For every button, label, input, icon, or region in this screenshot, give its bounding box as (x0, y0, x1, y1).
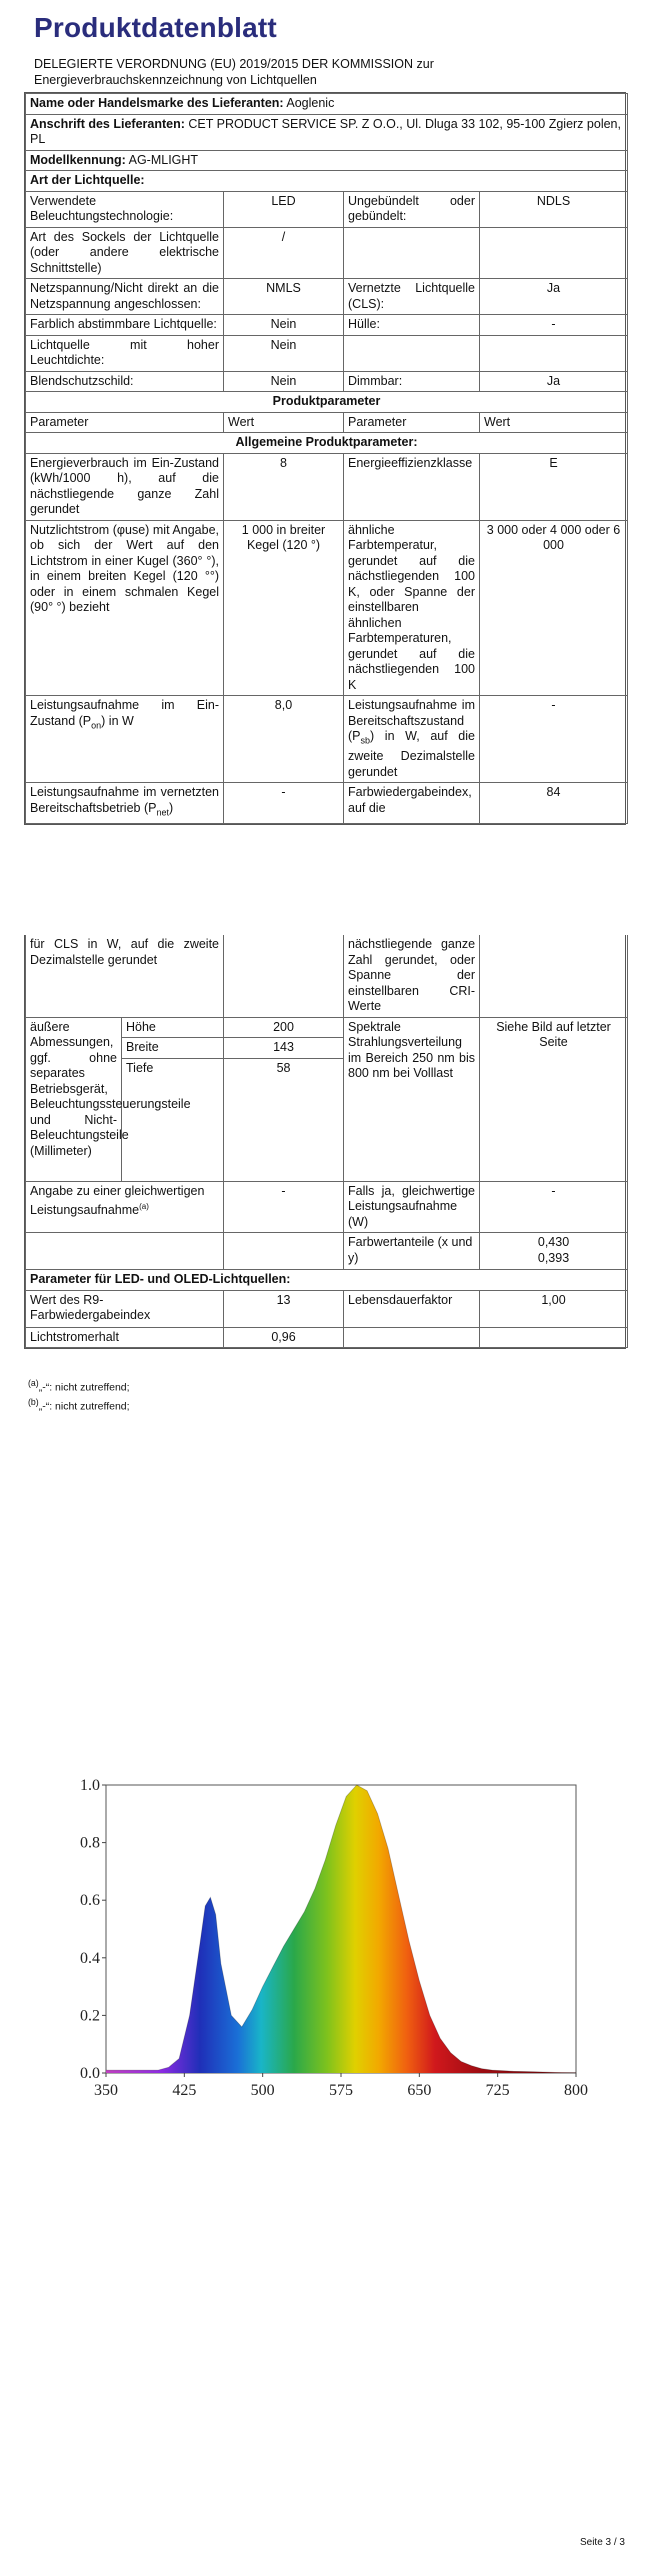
y-tick-label: 0.8 (80, 1834, 100, 1852)
supplier-address-row (26, 114, 628, 150)
table-cell: - (224, 783, 344, 824)
cell-text: ) (168, 800, 174, 815)
general-params-title: Allgemeine Produktparameter: (26, 433, 628, 454)
table-cell (480, 335, 628, 371)
supplier-address-value: CET PRODUCT SERVICE SP. Z O.O., Ul. Dluga 33 102, 95-100 Zgierz polen, PL (30, 116, 621, 146)
depth-value: 58 (224, 1058, 344, 1181)
table-cell: Ungebündelt oder gebündelt: (344, 191, 480, 227)
table-row (26, 1327, 628, 1348)
table-cell: Hülle: (344, 315, 480, 336)
table-cell: Ja (480, 371, 628, 392)
column-header: Wert (224, 412, 344, 433)
cell-text: Angabe zu einer gleichwertigen Leistungsaufnahme (30, 1183, 205, 1218)
cell-subscript: net (156, 807, 169, 817)
spectrum-value: Siehe Bild auf letzter Seite (480, 1017, 628, 1181)
table-cell: LED (224, 191, 344, 227)
cell-subscript: sb (360, 735, 371, 746)
table-cell (26, 1233, 224, 1270)
led-params-title: Parameter für LED- und OLED-Lichtquellen: (26, 1270, 628, 1291)
y-tick-label: 0.2 (80, 2007, 100, 2025)
cell-text: Leistungsaufnahme im Ein-Zustand (P (30, 698, 219, 728)
y-tick-label: 1.0 (80, 1777, 100, 1794)
table-cell (26, 696, 224, 783)
dimensions-label: äußere Abmessungen, ggf. ohne separates Betriebsgerät, Beleuchtungssteuerungsteile und Nicht-Beleuchtungsteile (Millimeter) (26, 1017, 122, 1181)
y-tick-label: 0.0 (80, 2065, 100, 2082)
x-tick-label: 800 (564, 2082, 588, 2099)
model-value: AG-MLIGHT (128, 152, 199, 167)
chroma-values (480, 1233, 628, 1270)
width-label: Breite (122, 1038, 224, 1059)
cell-text: Leistungsaufnahme im Bereitschaftszustand (P (348, 698, 475, 743)
table-cell (480, 227, 628, 279)
table-cell: für CLS in W, auf die zweite Dezimalstelle gerundet (26, 935, 224, 1017)
maintenance-value: 0,96 (224, 1327, 344, 1348)
height-label: Höhe (122, 1017, 224, 1038)
lifetime-label: Lebensdauerfaktor (344, 1290, 480, 1327)
footnote-b (28, 1397, 130, 1413)
table-cell: Art des Sockels der Lichtquelle (oder andere elektrische Schnittstelle) (26, 227, 224, 279)
footnote-a (28, 1378, 130, 1394)
table-row (26, 1290, 628, 1327)
table-cell: Nutzlichtstrom (φuse) mit Angabe, ob sich der Wert auf den Lichtstrom in einer Kugel (360° °), in einem breiten Kegel (120 °°) oder in einem schmalen Kegel (90° °) bezieht (26, 520, 224, 696)
x-tick-label: 650 (407, 2082, 432, 2099)
table-cell: Farblich abstimmbare Lichtquelle: (26, 315, 224, 336)
footnote-text: „-“: nicht zutreffend; (38, 1381, 130, 1394)
column-header: Parameter (344, 412, 480, 433)
table-row (26, 371, 628, 392)
r9-value: 13 (224, 1290, 344, 1327)
table-cell: Energieverbrauch im Ein-Zustand (kWh/1000 h), auf die nächstliegende ganze Zahl gerundet (26, 453, 224, 520)
depth-label: Tiefe (122, 1058, 224, 1181)
spectrum-chart (62, 1775, 606, 2115)
supplier-name-value: Aoglenic (286, 96, 335, 110)
table-row (26, 696, 628, 783)
supplier-name-row (26, 94, 628, 115)
table-row (26, 520, 628, 696)
cell-text: ) in W, auf die zweite Dezimalstelle gerundet (348, 729, 475, 779)
cell-text: ) in W (101, 713, 134, 728)
table-cell: Ja (480, 279, 628, 315)
height-value: 200 (224, 1017, 344, 1038)
table-cell (224, 1233, 344, 1270)
x-tick-label: 425 (172, 2082, 197, 2099)
table-cell: Blendschutzschild: (26, 371, 224, 392)
table-cell: / (224, 227, 344, 279)
table-cell: 8 (224, 453, 344, 520)
regulation-subtitle: DELEGIERTE VERORDNUNG (EU) 2019/2015 DER KOMMISSION zur Energieverbrauchskennzeichnung von Lichtquellen (34, 57, 434, 87)
table-row (26, 1181, 628, 1233)
table-cell: NDLS (480, 191, 628, 227)
table-cell: - (480, 315, 628, 336)
maintenance-label: Lichtstromerhalt (26, 1327, 224, 1348)
table-cell (344, 1327, 480, 1348)
datasheet-table-bottom (24, 935, 626, 1349)
y-tick-label: 0.4 (80, 1949, 100, 1967)
table-cell (480, 935, 628, 1017)
params-header-row (26, 412, 628, 433)
table-cell: 8,0 (224, 696, 344, 783)
footnote-mark: (a) (28, 1378, 39, 1388)
table-cell: Nein (224, 335, 344, 371)
table-row (26, 335, 628, 371)
table-cell: ähnliche Farbtemperatur, gerundet auf die nächstliegenden 100 K, oder Spanne der einstellbaren ähnlichen Farbtemperaturen, gerundet auf die nächstliegenden 100 K (344, 520, 480, 696)
supplier-name-label: Name oder Handelsmarke des Lieferanten: (30, 96, 284, 110)
table-cell (26, 783, 224, 824)
table-row (26, 1233, 628, 1270)
supplier-address-label: Anschrift des Lieferanten: (30, 116, 185, 131)
table-cell: Energieeffizienzklasse (344, 453, 480, 520)
chroma-x: 0,430 (537, 1235, 570, 1249)
footnote-mark: (b) (28, 1397, 39, 1407)
table-row (26, 279, 628, 315)
product-params-title: Produktparameter (26, 392, 628, 413)
table-cell: - (480, 1181, 628, 1233)
table-cell (480, 1327, 628, 1348)
document-title: Produktdatenblatt (34, 12, 277, 43)
type-heading: Art der Lichtquelle: (26, 171, 628, 192)
table-cell: 1 000 in breiter Kegel (120 °) (224, 520, 344, 696)
column-header: Parameter (26, 412, 224, 433)
x-tick-label: 350 (94, 2082, 118, 2099)
x-tick-label: 575 (329, 2082, 353, 2099)
equiv-label (26, 1181, 224, 1233)
table-cell: Falls ja, gleichwertige Leistungsaufnahme (W) (344, 1181, 480, 1233)
x-tick-label: 500 (250, 2082, 275, 2099)
table-cell (344, 335, 480, 371)
table-cell: NMLS (224, 279, 344, 315)
r9-label: Wert des R9-Farbwiedergabeindex (26, 1290, 224, 1327)
y-tick-label: 0.6 (80, 1892, 100, 1910)
table-cell: nächstliegende ganze Zahl gerundet, oder Spanne der einstellbaren CRI-Werte (344, 935, 480, 1017)
column-header: Wert (480, 412, 628, 433)
footnote-ref: (a) (139, 1202, 149, 1211)
cell-text: Leistungsaufnahme im vernetzten Bereitschaftsbetrieb (P (30, 785, 219, 815)
model-row (26, 150, 628, 171)
table-row (26, 783, 628, 824)
table-row (26, 227, 628, 279)
page-number: Seite 3 / 3 (579, 2537, 625, 2548)
datasheet-table-top (24, 92, 626, 825)
table-cell: Nein (224, 315, 344, 336)
x-tick-label: 725 (485, 2082, 510, 2099)
chroma-label: Farbwertanteile (x und y) (344, 1233, 480, 1270)
table-row (26, 453, 628, 520)
model-label: Modellkennung: (30, 152, 126, 167)
table-cell: Verwendete Beleuchtungstechnologie: (26, 191, 224, 227)
table-row (26, 935, 628, 1017)
spectrum-chart-svg (62, 1775, 606, 2115)
table-cell: Netzspannung/Nicht direkt an die Netzspannung angeschlossen: (26, 279, 224, 315)
lifetime-value: 1,00 (480, 1290, 628, 1327)
table-cell: Nein (224, 371, 344, 392)
table-cell: Lichtquelle mit hoher Leuchtdichte: (26, 335, 224, 371)
table-row (26, 315, 628, 336)
table-cell (344, 227, 480, 279)
table-cell: E (480, 453, 628, 520)
table-cell: 3 000 oder 4 000 oder 6 000 (480, 520, 628, 696)
table-cell: Farbwiedergabeindex, auf die (344, 783, 480, 824)
dimensions-row (26, 1017, 628, 1038)
table-cell: 84 (480, 783, 628, 824)
cell-subscript: on (91, 720, 102, 730)
table-cell: Dimmbar: (344, 371, 480, 392)
chroma-y: 0,393 (537, 1250, 570, 1265)
table-row (26, 191, 628, 227)
table-cell (344, 696, 480, 783)
spectrum-label: Spektrale Strahlungsverteilung im Bereich 250 nm bis 800 nm bei Volllast (344, 1017, 480, 1181)
table-cell: Vernetzte Lichtquelle (CLS): (344, 279, 480, 315)
width-value: 143 (224, 1038, 344, 1059)
table-cell: - (224, 1181, 344, 1233)
table-cell: - (480, 696, 628, 783)
footnote-text: „-“: nicht zutreffend; (38, 1400, 130, 1413)
table-cell (224, 935, 344, 1017)
